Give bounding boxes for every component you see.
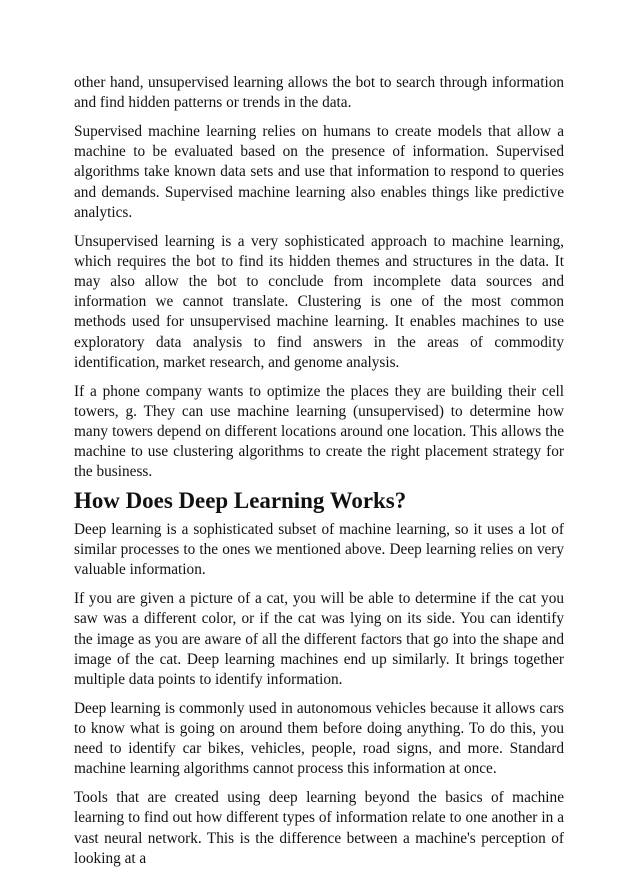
paragraph-supervised-learning: Supervised machine learning relies on humans to create models that allow a machine to be evaluated based on the presence of information. Supervised algorithms take known data sets and use that information to respond to queries and demands. Supervised machine learning also enables things like predictive analytics.	[74, 123, 564, 221]
paragraph-deep-learning-tools: Tools that are created using deep learning beyond the basics of machine learning to find out how different types of information relate to one another in a vast neural network. This is the difference between a machine's perception of looking at a	[74, 789, 564, 867]
paragraph-unsupervised-intro: other hand, unsupervised learning allows the bot to search through information and find hidden patterns or trends in the data.	[74, 74, 564, 112]
paragraph-autonomous-vehicles: Deep learning is commonly used in autonomous vehicles because it allows cars to know what is going on around them before doing anything. To do this, you need to identify car bikes, vehicles, people, road signs, and more. Standard machine learning algorithms cannot process this information at once.	[74, 699, 564, 778]
paragraph-deep-learning-intro: Deep learning is a sophisticated subset of machine learning, so it uses a lot of similar processes to the ones we mentioned above. Deep learning relies on very valuable information.	[74, 521, 564, 579]
document-page	[74, 73, 564, 878]
paragraph-cat-example: If you are given a picture of a cat, you will be able to determine if the cat you saw was a different color, or if the cat was lying on its side. You can identify the image as you are aware of all the different factors that go into the shape and image of the cat. Deep learning machines end up similarly. It brings together multiple data points to identify information.	[74, 590, 564, 689]
paragraph-unsupervised-learning: Unsupervised learning is a very sophisticated approach to machine learning, which requires the bot to find its hidden themes and structures in the data. It may also allow the bot to conclude from incomplete data sources and information we cannot translate. Clustering is one of the most common methods used for unsupervised machine learning. It enables machines to use exploratory data analysis to find answers in the areas of commodity identification, market research, and genome analysis.	[74, 232, 564, 371]
section-heading: How Does Deep Learning Works?	[74, 488, 407, 514]
paragraph-phone-company-example: If a phone company wants to optimize the places they are building their cell towers, g. They can use machine learning (unsupervised) to determine how many towers depend on different locations around one location. This allows the machine to use clustering algorithms to create the right placement strategy for the business.	[74, 382, 564, 481]
